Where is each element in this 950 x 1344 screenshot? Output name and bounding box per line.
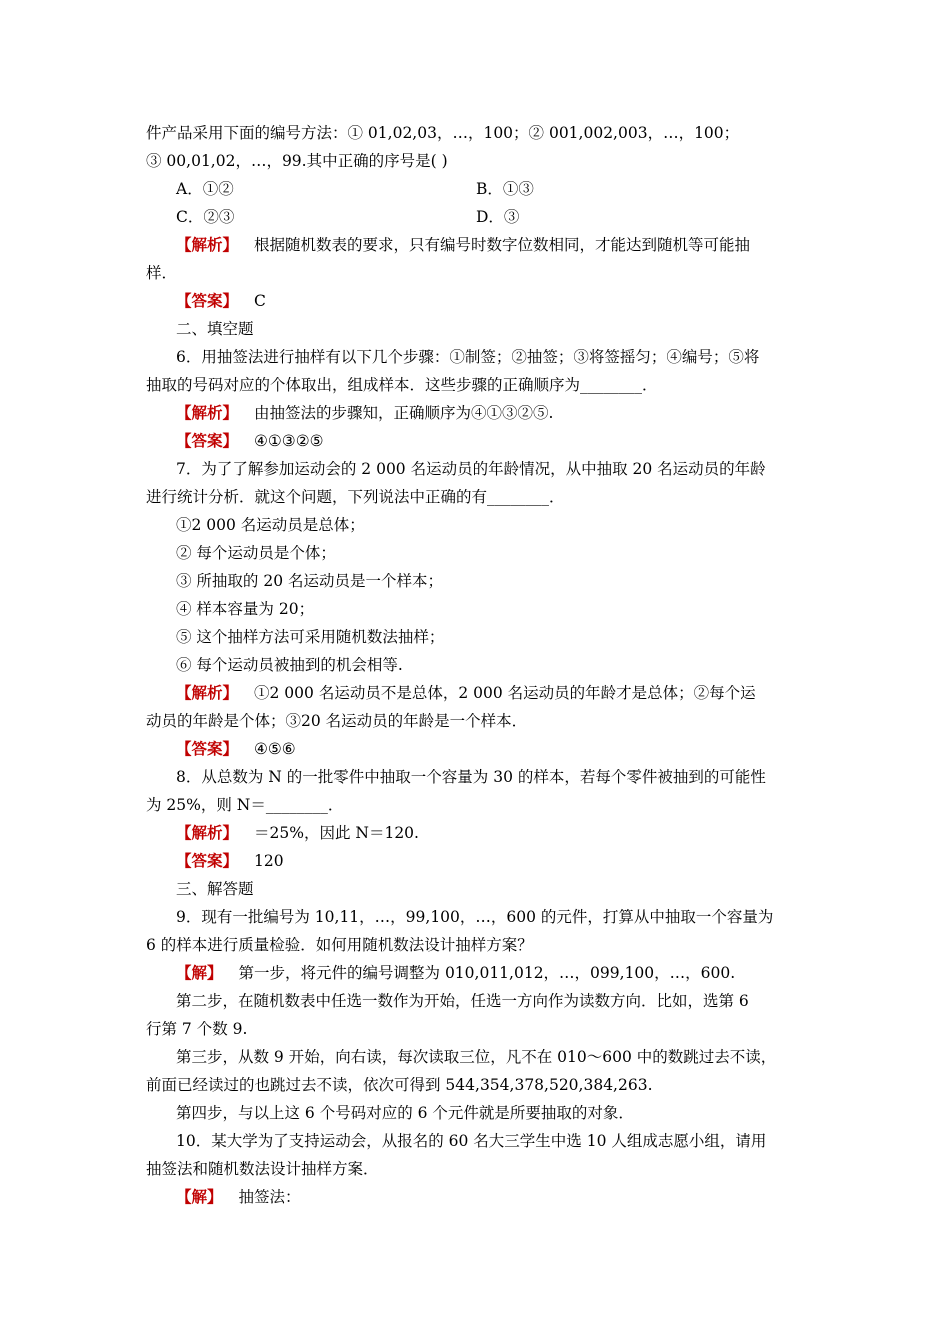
q10-line1: 10．某大学为了支持运动会，从报名的 60 名大三学生中选 10 人组成志愿小组，请用 [176,1132,767,1150]
q8-answer-text: 120 [254,852,284,870]
q5-option-b: B．①③ [476,180,534,198]
analysis-label: 【解析】 [176,403,239,422]
q9-line1: 9．现有一批编号为 10,11，…，99,100，…，600 的元件，打算从中抽取一个容量为 [176,908,774,926]
q7-item: ③ 所抽取的 20 名运动员是一个样本； [176,572,444,590]
q5-analysis-text: 根据随机数表的要求，只有编号时数字位数相同，才能达到随机等可能抽 [254,236,751,254]
q7-line1: 7．为了了解参加运动会的 2 000 名运动员的年龄情况，从中抽取 20 名运动员的年龄 [176,460,766,478]
q5-answer [176,287,806,315]
q7-item: ④ 样本容量为 20； [176,600,315,618]
q9-solution [176,959,806,987]
q6-answer-text: ④①③②⑤ [254,432,324,450]
q7-analysis [176,679,806,707]
q5-line2: ③ 00,01,02，…，99.其中正确的序号是( ) [146,152,448,170]
q6-analysis-text: 由抽签法的步骤知，正确顺序为④①③②⑤. [254,404,554,422]
q10-solution [176,1183,806,1211]
q6-line1: 6．用抽签法进行抽样有以下几个步骤：①制签；②抽签；③将签摇匀；④编号；⑤将 [176,348,760,366]
q7-answer [176,735,806,763]
q7-line2: 进行统计分析．就这个问题，下列说法中正确的有________． [146,488,565,506]
q5-options-row1 [176,175,806,203]
q5-answer-text: C [254,292,266,310]
q7-item: ② 每个运动员是个体； [176,544,336,562]
q5-options-row2 [176,203,806,231]
section-fill-blank-heading: 二、填空题 [176,320,254,338]
q7-analysis-text: ①2 000 名运动员不是总体，2 000 名运动员的年龄才是总体；②每个运 [254,684,756,702]
section-solution-heading: 三、解答题 [176,880,254,898]
q8-analysis [176,819,806,847]
q10-method: 抽签法： [238,1188,301,1206]
q8-line1: 8．从总数为 N 的一批零件中抽取一个容量为 30 的样本，若每个零件被抽到的可能性 [176,768,766,786]
analysis-label: 【解析】 [176,235,239,254]
answer-label: 【答案】 [176,739,239,758]
answer-label: 【答案】 [176,291,239,310]
answer-label: 【答案】 [176,851,239,870]
q7-item: ⑤ 这个抽样方法可采用随机数法抽样； [176,628,445,646]
q9-step3: 第三步，从数 9 开始，向右读，每次读取三位，凡不在 010～600 中的数跳过去不读， [176,1048,777,1066]
q5-analysis [176,231,806,259]
q9-step2: 第二步，在随机数表中任选一数作为开始，任选一方向作为读数方向．比如，选第 6 [176,992,749,1010]
q5-option-d: D．③ [476,208,520,226]
q8-analysis-text: ＝25%，因此 N＝120. [254,824,419,842]
q6-answer [176,427,806,455]
q5-line1: 件产品采用下面的编号方法：① 01,02,03，…，100；② 001,002,003，…，100； [146,124,740,142]
q7-item: ①2 000 名运动员是总体； [176,516,365,534]
q9-line2: 6 的样本进行质量检验．如何用随机数法设计抽样方案？ [146,936,533,954]
q5-option-a: A．①② [176,180,234,198]
q6-analysis [176,399,806,427]
q7-item: ⑥ 每个运动员被抽到的机会相等. [176,656,403,674]
answer-label: 【答案】 [176,431,239,450]
analysis-label: 【解析】 [176,823,239,842]
solution-label: 【解】 [176,963,223,982]
q8-answer [176,847,806,875]
q9-step1: 第一步，将元件的编号调整为 010,011,012，…，099,100，…，600. [238,964,736,982]
q5-option-c: C．②③ [176,208,235,226]
q10-line2: 抽签法和随机数法设计抽样方案． [146,1160,379,1178]
q9-step2-cont: 行第 7 个数 9. [146,1020,248,1038]
q7-answer-text: ④⑤⑥ [254,740,296,758]
q7-analysis-cont: 动员的年龄是个体；③20 名运动员的年龄是一个样本． [146,712,528,730]
q8-line2: 为 25%，则 N＝________． [146,796,344,814]
q9-step4: 第四步，与以上这 6 个号码对应的 6 个元件就是所要抽取的对象． [176,1104,634,1122]
q9-step3-cont: 前面已经读过的也跳过去不读，依次可得到 544,354,378,520,384,263. [146,1076,653,1094]
solution-label: 【解】 [176,1187,223,1206]
q5-analysis-cont: 样． [146,264,178,282]
analysis-label: 【解析】 [176,683,239,702]
q6-line2: 抽取的号码对应的个体取出，组成样本．这些步骤的正确顺序为________． [146,376,658,394]
